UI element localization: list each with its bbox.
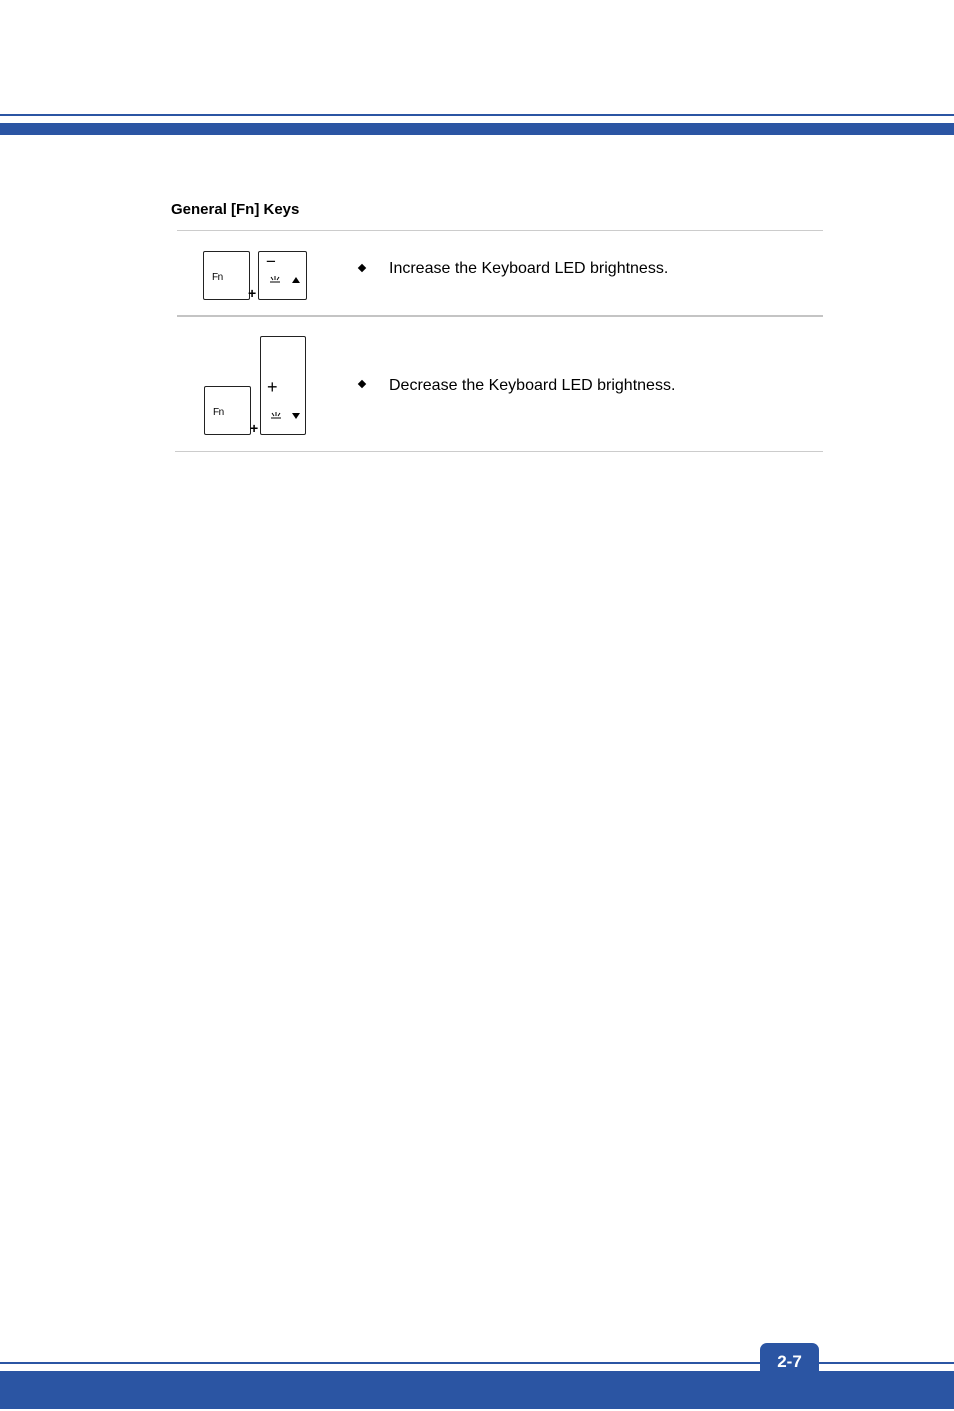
row-description: Increase the Keyboard LED brightness. (389, 260, 669, 277)
section-title: General [Fn] Keys (171, 201, 300, 218)
sun-icon (268, 274, 282, 284)
header-band (0, 123, 954, 135)
fn-key (203, 251, 250, 300)
row-description: Decrease the Keyboard LED brightness. (389, 377, 676, 394)
page-number: 2-7 (777, 1352, 802, 1371)
fn-key (204, 386, 251, 435)
plus-sign: + (248, 285, 257, 301)
bullet-diamond-icon (358, 380, 366, 388)
arrow-down-icon (292, 413, 300, 419)
table-rule-top (177, 230, 823, 231)
plus-symbol: + (267, 377, 278, 397)
fn-key-label: Fn (213, 407, 224, 418)
plus-brightness-key (260, 336, 306, 435)
plus-sign: + (250, 420, 259, 436)
table-rule-middle (177, 315, 823, 317)
arrow-up-icon (292, 277, 300, 283)
header-thin-rule (0, 114, 954, 116)
fn-key-label: Fn (212, 272, 223, 283)
table-rule-bottom (175, 451, 823, 452)
sun-icon (269, 410, 283, 420)
minus-brightness-key (258, 251, 307, 300)
minus-symbol: − (266, 252, 276, 271)
bullet-diamond-icon (358, 264, 366, 272)
